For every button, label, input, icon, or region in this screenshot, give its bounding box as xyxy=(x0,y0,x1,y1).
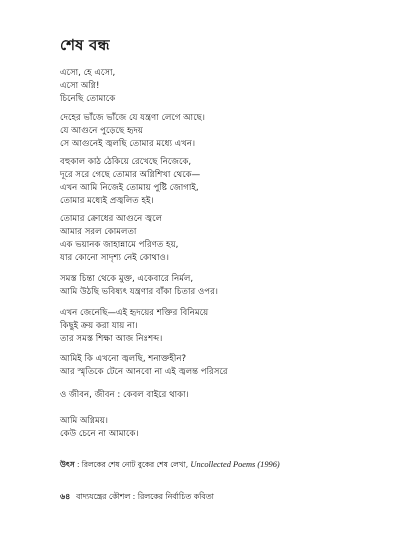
poem-title: শেষ বন্ধ xyxy=(60,36,110,54)
poem-line: কিছুই ক্রয় করা যায় না। xyxy=(60,321,138,331)
stanza-8 xyxy=(60,389,189,402)
poem-line: এক ভয়ানক জাহান্নামে পরিণত হয়, xyxy=(60,240,179,250)
poem-line: তোমার ক্রোধের আগুনে জ্বলে xyxy=(60,214,162,224)
poem-line: সমস্ত চিন্তা থেকে মুক্ত, একেবারে নির্মল, xyxy=(60,274,194,284)
stanza-2 xyxy=(60,112,205,151)
stanza-5 xyxy=(60,273,218,299)
poem-line: যে আগুনে পুড়েছে হৃদয় xyxy=(60,126,143,136)
stanza-4 xyxy=(60,213,178,265)
source-english-title: Uncollected Poems (1996) xyxy=(190,460,280,469)
poem-line: আমি অগ্নিময়। xyxy=(60,416,108,426)
poem-line: এখন জেনেছি—এই হৃদয়ের শক্তির বিনিময়ে xyxy=(60,308,209,318)
poem-line: আমিই কি এখনো জ্বলছি, শনাক্তহীন? xyxy=(60,354,187,364)
source-label: উৎস xyxy=(60,460,75,469)
poem-line: এখন আমি নিজেই তোমায় পুষ্টি জোগাই, xyxy=(60,183,199,193)
source-text: : রিলকের শেষ নোট বুকের শেষ লেখা, xyxy=(74,460,191,469)
poem-line: আমার সরল কোমলতা xyxy=(60,227,137,237)
poem-line: আর স্মৃতিকে টেনে আনবো না এই জ্বলন্ত পরিসরে xyxy=(60,367,228,377)
page-number: ৬৪ xyxy=(60,492,71,501)
source-note xyxy=(60,460,280,472)
stanza-6 xyxy=(60,307,208,346)
poem-line: কেউ চেনে না আমাকে। xyxy=(60,429,139,439)
poem-line: যার কোনো সাদৃশ্য নেই কোথাও। xyxy=(60,253,169,263)
page-footer xyxy=(60,491,214,504)
poem-line: এসো, হে এসো, xyxy=(60,68,116,78)
stanza-9 xyxy=(60,415,139,441)
poem-line: আমি উঠছি ভবিষ্যৎ যন্ত্রণার বাঁকা চিতার ওপর। xyxy=(60,287,218,297)
poem-line: এসো অগ্নি! xyxy=(60,81,100,91)
poem-line: বহুকাল কাঠ ঠেকিয়ে রেখেছে নিজেকে, xyxy=(60,157,192,167)
running-title: বাদ্যযন্ত্রের কৌশল : রিলকের নির্বাচিত কবিতা xyxy=(76,492,214,501)
poem-line: চিনেছি তোমাকে xyxy=(60,94,116,104)
poem-line: দেহের ভাঁজে ভাঁজে যে যন্ত্রণা লেগে আছে। xyxy=(60,113,205,123)
stanza-7 xyxy=(60,353,228,379)
poem-line: তোমার মধ্যেই প্রজ্বলিত হই। xyxy=(60,196,154,206)
poem-line: তার সমস্ত শিক্ষা আজ নিঃশব্দ। xyxy=(60,334,163,344)
poem-line: সে আগুনেই জ্বলছি তোমার মধ্যে এখন। xyxy=(60,139,196,149)
poem-line: ও জীবন, জীবন : কেবল বাইরে থাকা। xyxy=(60,390,189,400)
poem-line: দূরে সরে গেছে তোমার অগ্নিশিখা থেকে— xyxy=(60,170,201,180)
stanza-3 xyxy=(60,156,200,208)
stanza-1 xyxy=(60,67,115,106)
